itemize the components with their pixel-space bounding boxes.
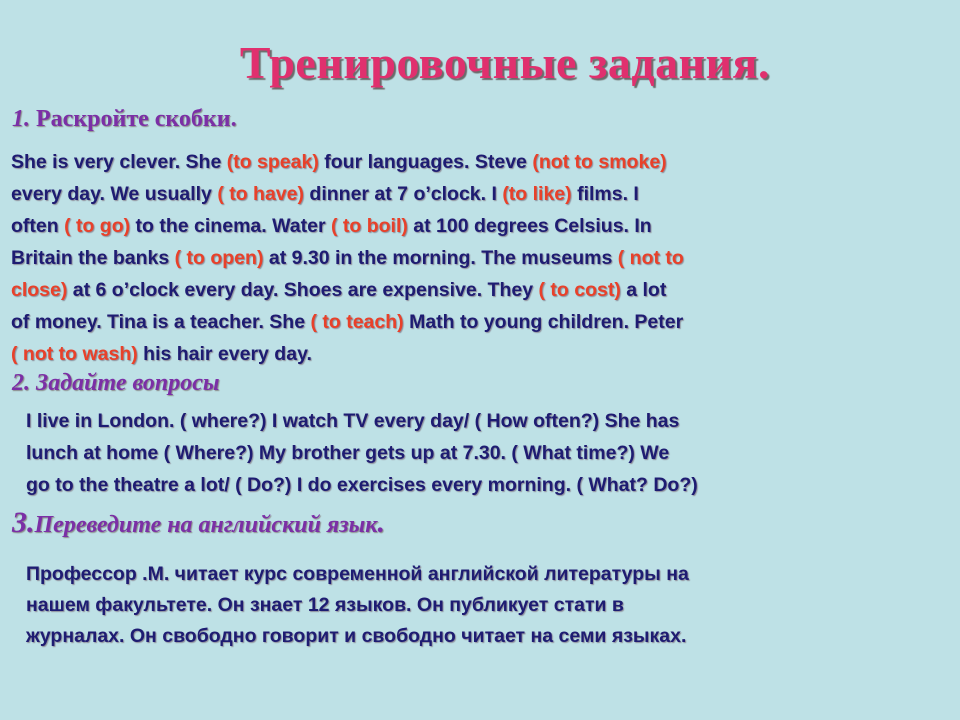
text-run: Britain the banks: [11, 247, 175, 269]
text-run: She is very clever. She: [11, 151, 227, 173]
verb-highlight: ( to boil): [330, 215, 408, 237]
task1-line: [11, 146, 684, 178]
text-run: of money. Tina is a teacher. She: [11, 311, 311, 333]
task1-line: [11, 274, 684, 306]
verb-highlight: ( not to wash): [11, 343, 138, 365]
task1-line: [11, 242, 684, 274]
verb-highlight: ( not to: [617, 247, 684, 269]
text-run: dinner at 7 o’clock. I: [304, 183, 503, 205]
text-run: Math to young children. Peter: [403, 311, 684, 333]
text-run: every day. We usually: [11, 183, 218, 205]
task1-text: [11, 146, 684, 370]
task3-heading: [12, 506, 385, 540]
task3-number: 3.: [12, 506, 35, 539]
task1-heading: [12, 106, 237, 133]
text-run: a lot: [620, 279, 667, 301]
text-run: to the cinema. Water: [130, 215, 331, 237]
verb-highlight: ( to open): [174, 247, 264, 269]
task3-line: журналах. Он свободно говорит и свободно читает на семи языках.: [26, 625, 687, 647]
task1-line: [11, 178, 684, 210]
text-run: films. I: [571, 183, 639, 205]
task3-line: нашем факультете. Он знает 12 языков. Он публикует стати в: [26, 594, 624, 616]
task2-line: lunch at home ( Where?) My brother gets up at 7.30. ( What time?) We: [26, 442, 670, 464]
verb-highlight: (not to smoke): [532, 151, 667, 173]
task1-line: [11, 210, 684, 242]
text-run: at 6 o’clock every day. Shoes are expensive. They: [67, 279, 539, 301]
verb-highlight: ( to cost): [538, 279, 621, 301]
task2-text: [26, 405, 698, 501]
task3-text: [26, 559, 689, 652]
text-run: often: [11, 215, 65, 237]
task3-line: Профессор .М. читает курс современной английской литературы на: [26, 563, 689, 585]
task1-number: 1.: [12, 106, 30, 132]
task2-line: I live in London. ( where?) I watch TV every day/ ( How often?) She has: [26, 410, 680, 432]
verb-highlight: ( to have): [217, 183, 304, 205]
verb-highlight: close): [11, 279, 68, 301]
task3-heading-dot: .: [377, 506, 385, 539]
verb-highlight: ( to teach): [310, 311, 404, 333]
verb-highlight: ( to go): [64, 215, 131, 237]
task1-line: [11, 338, 684, 370]
task3-heading-text: Переведите на английский язык: [34, 512, 378, 538]
task1-heading-text: Раскройте скобки.: [36, 106, 237, 132]
verb-highlight: (to speak): [226, 151, 319, 173]
task1-line: [11, 306, 684, 338]
page-title: Тренировочные задания.: [239, 37, 771, 88]
text-run: at 9.30 in the morning. The museums: [263, 247, 618, 269]
text-run: at 100 degrees Celsius. In: [407, 215, 652, 237]
verb-highlight: (to like): [502, 183, 572, 205]
task2-heading: 2. Задайте вопросы: [12, 370, 220, 396]
text-run: his hair every day.: [137, 343, 312, 365]
task2-line: go to the theatre a lot/ ( Do?) I do exercises every morning. ( What? Do?): [26, 474, 698, 496]
text-run: four languages. Steve: [318, 151, 533, 173]
